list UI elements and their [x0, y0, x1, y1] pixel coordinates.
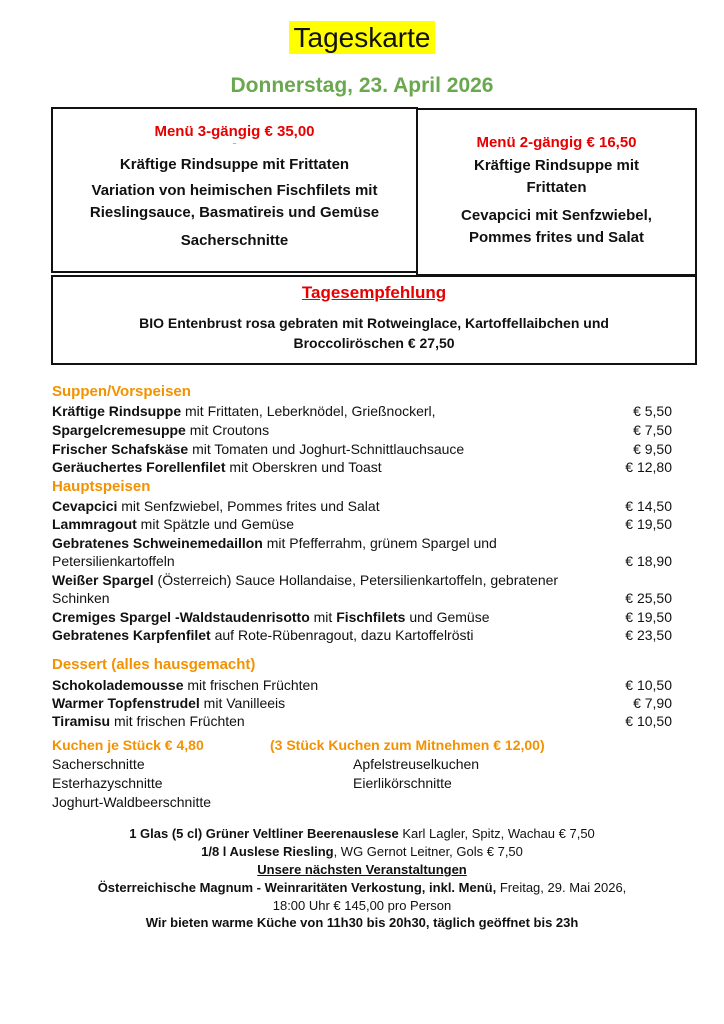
item-desc: mit Vanilleeis	[199, 695, 286, 711]
item-price: € 19,50	[625, 516, 672, 532]
menu-3-title: Menü 3-gängig € 35,00	[154, 123, 315, 140]
daily-recommendation-title: Tagesempfehlung	[301, 283, 447, 302]
event-date: Freitag, 29. Mai 2026,	[496, 880, 627, 895]
item-desc: mit frischen Früchten	[110, 713, 245, 729]
item-price: € 9,50	[633, 441, 672, 457]
event-line-2: 18:00 Uhr € 145,00 pro Person	[272, 898, 452, 913]
item-price: € 7,50	[633, 422, 672, 438]
title-wrapper	[0, 22, 724, 54]
menu-item	[52, 421, 672, 439]
wine-1-details: Karl Lagler, Spitz, Wachau € 7,50	[398, 826, 595, 841]
cake-takeaway-offer: (3 Stück Kuchen zum Mitnehmen € 12,00)	[270, 737, 545, 753]
cake-item: Esterhazyschnitte	[52, 775, 163, 791]
item-desc: mit frischen Früchten	[183, 677, 319, 693]
item-desc: mit	[309, 609, 337, 625]
item-price: € 25,50	[625, 590, 672, 606]
item-name: Gebratenes Schweinemedaillon	[52, 535, 263, 551]
menu-item	[52, 497, 672, 515]
item-desc: auf Rote-Rübenragout, dazu Kartoffelrösti	[210, 627, 474, 643]
event-name: Österreichische Magnum - Weinraritäten Verkostung, inkl. Menü,	[97, 880, 497, 895]
item-price: € 14,50	[625, 498, 672, 514]
item-name: Lammragout	[52, 516, 137, 532]
menu-item	[52, 608, 672, 626]
item-name: Tiramisu	[52, 713, 111, 729]
item-name-2: Fischfilets	[336, 609, 406, 625]
cake-header	[52, 737, 545, 753]
menu-item	[52, 626, 672, 644]
item-price: € 18,90	[625, 553, 672, 569]
events-title: Unsere nächsten Veranstaltungen	[257, 862, 467, 877]
menu-3-starter: Kräftige Rindsuppe mit Frittaten	[119, 156, 350, 173]
item-price: € 12,80	[625, 459, 672, 475]
wine-2-name: 1/8 l Auslese Riesling	[201, 844, 334, 859]
daily-recommendation-box	[51, 275, 697, 365]
daily-recommendation-text: BIO Entenbrust rosa gebraten mit Rotweinglace, Kartoffellaibchen und Broccoliröschen € 27,50	[139, 315, 609, 351]
item-desc: mit Senfzwiebel, Pommes frites und Salat	[117, 498, 380, 514]
item-name: Schokolademousse	[52, 677, 184, 693]
menu-3-main: Variation von heimischen Fischfilets mit Rieslingsauce, Basmatireis und Gemüse	[89, 182, 380, 221]
cake-item: Joghurt-Waldbeerschnitte	[52, 794, 212, 810]
cake-item: Apfelstreuselkuchen	[353, 756, 480, 772]
item-desc: mit Oberskren und Toast	[225, 459, 382, 475]
opening-hours: Wir bieten warme Küche von 11h30 bis 20h30, täglich geöffnet bis 23h	[145, 915, 579, 930]
menu-3-course-box	[51, 107, 418, 273]
item-desc: mit Pfefferrahm, grünem Spargel und Petersilienkartoffeln	[52, 535, 497, 569]
menu-item	[52, 458, 672, 476]
item-desc: (Österreich) Sauce Hollandaise, Petersilienkartoffeln, gebratener Schinken	[52, 572, 559, 606]
item-price: € 10,50	[625, 713, 672, 729]
item-name: Warmer Topfenstrudel	[52, 695, 200, 711]
wine-2-details: , WG Gernot Leitner, Gols € 7,50	[333, 844, 523, 859]
item-price: € 7,90	[633, 695, 672, 711]
event-line-1	[0, 879, 724, 897]
item-name: Cevapcici	[52, 498, 118, 514]
item-name: Spargelcremesuppe	[52, 422, 186, 438]
item-price: € 23,50	[625, 627, 672, 643]
item-name: Frischer Schafskäse	[52, 441, 189, 457]
menu-item	[52, 534, 672, 570]
menu-2-title: Menü 2-gängig € 16,50	[476, 134, 637, 151]
item-name: Weißer Spargel	[52, 572, 154, 588]
menu-2-starter: Kräftige Rindsuppe mit Frittaten	[473, 157, 639, 196]
cake-item: Eierlikörschnitte	[353, 775, 452, 791]
item-desc-2: und Gemüse	[405, 609, 490, 625]
menu-item	[52, 402, 672, 420]
wine-offer-2	[0, 843, 724, 861]
item-name: Gebratenes Karpfenfilet	[52, 627, 211, 643]
page-title: Tageskarte	[289, 21, 436, 54]
menu-3-dessert: Sacherschnitte	[180, 232, 289, 249]
item-price: € 5,50	[633, 403, 672, 419]
menu-item	[52, 440, 672, 458]
cake-title: Kuchen je Stück € 4,80	[52, 737, 204, 753]
menu-item	[52, 676, 672, 694]
item-name: Cremiges Spargel -Waldstaudenrisotto	[52, 609, 310, 625]
item-name: Geräuchertes Forellenfilet	[52, 459, 226, 475]
section-title-soups: Suppen/Vorspeisen	[52, 383, 191, 400]
cake-item: Sacherschnitte	[52, 756, 145, 772]
menu-item	[52, 571, 672, 607]
item-desc: mit Tomaten und Joghurt-Schnittlauchsauce	[188, 441, 465, 457]
section-title-mains: Hauptspeisen	[52, 478, 151, 495]
item-desc: mit Croutons	[185, 422, 270, 438]
item-name: Kräftige Rindsuppe	[52, 403, 182, 419]
item-price: € 19,50	[625, 609, 672, 625]
wine-1-name: 1 Glas (5 cl) Grüner Veltliner Beerenauslese	[129, 826, 399, 841]
menu-2-main: Cevapcici mit Senfzwiebel, Pommes frites und Salat	[461, 207, 652, 246]
item-desc: mit Spätzle und Gemüse	[136, 516, 294, 532]
section-title-dessert: Dessert (alles hausgemacht)	[52, 656, 256, 673]
menu-item	[52, 515, 672, 533]
menu-item	[52, 694, 672, 712]
menu-item	[52, 712, 672, 730]
item-desc: mit Frittaten, Leberknödel, Grießnockerl,	[181, 403, 436, 419]
date-heading: Donnerstag, 23. April 2026	[230, 74, 494, 97]
menu-3-separator: –	[232, 141, 237, 147]
menu-2-course-box	[416, 108, 697, 276]
wine-offer-1	[0, 825, 724, 843]
item-price: € 10,50	[625, 677, 672, 693]
